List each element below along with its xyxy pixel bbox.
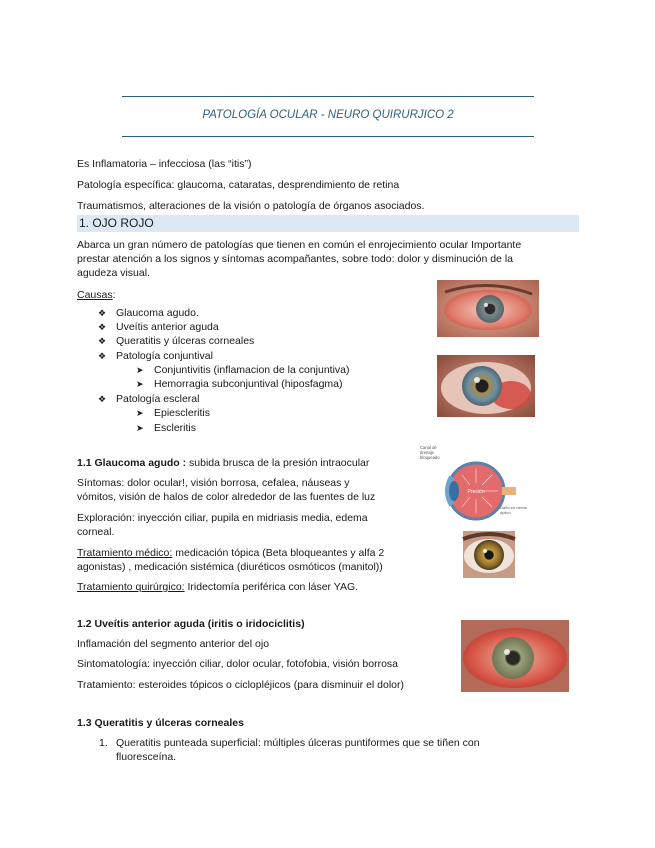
intro-line-2: Patología específica: glaucoma, cataratas, desprendimiento de retina <box>77 179 400 191</box>
causas-label: Causas: <box>77 289 116 301</box>
diamond-bullet-icon: ❖ <box>98 351 107 361</box>
diagram-label-presion: Presión <box>467 489 485 495</box>
keratitis-item-line-2: fluoresceína. <box>116 751 177 763</box>
cause-item: ❖ Queratitis y úlceras corneales <box>98 335 255 347</box>
cause-item: ❖ Uveítis anterior aguda <box>98 321 219 333</box>
subcause-item: ➤ Hemorragia subconjuntival (hiposfagma) <box>136 378 343 390</box>
glaucoma-exploration-line-2: corneal. <box>77 526 115 538</box>
uveitis-line-1: Inflamación del segmento anterior del ojo <box>77 638 270 650</box>
diamond-bullet-icon: ❖ <box>98 322 107 332</box>
subcause-item: ➤ Epiescleritis <box>136 407 211 419</box>
title-rule-top <box>122 96 534 97</box>
cause-item: ❖ Patología conjuntival <box>98 350 213 362</box>
subcause-item: ➤ Conjuntivitis (inflamacion de la conjuntiva) <box>136 364 350 376</box>
glaucoma-surgical-treatment: Tratamiento quirúrgico: Iridectomía periférica con láser YAG. <box>77 581 359 593</box>
page-title: PATOLOGÍA OCULAR - NEURO QUIRURJICO 2 <box>202 109 454 121</box>
intro-line-3: Traumatismos, alteraciones de la visión o patología de órganos asociados. <box>77 200 425 212</box>
diamond-bullet-icon: ❖ <box>98 308 107 318</box>
diagram-label-nervio: Daño en nervio óptico <box>500 505 528 515</box>
arrow-bullet-icon: ➤ <box>136 379 144 389</box>
arrow-bullet-icon: ➤ <box>136 408 144 418</box>
glaucoma-symptoms-line-2: vómitos, visión de halos de color alrededor de las fuentes de luz <box>77 491 376 503</box>
glaucoma-symptoms-line-1: Síntomas: dolor ocular!, visión borrosa, cefalea, náuseas y <box>77 477 350 489</box>
arrow-bullet-icon: ➤ <box>136 365 144 375</box>
uveitis-line-3: Tratamiento: esteroides tópicos o ciclopléjicos (para disminuir el dolor) <box>77 679 405 691</box>
section-1-1-heading: 1.1 Glaucoma agudo : subida brusca de la presión intraocular <box>77 457 370 469</box>
scleritis-eye-photo <box>437 355 535 417</box>
glaucoma-eye-photo <box>463 531 515 578</box>
subcause-item: ➤ Escleritis <box>136 422 197 434</box>
section-1-2-heading: 1.2 Uveítis anterior aguda (iritis o iridociclitis) <box>77 618 305 630</box>
glaucoma-exploration-line-1: Exploración: inyección ciliar, pupila en midriasis media, edema <box>77 512 368 524</box>
section-1-paragraph-line-3: agudeza visual. <box>77 267 150 279</box>
glaucoma-diagram <box>418 443 528 525</box>
uveitis-eye-photo <box>461 620 569 692</box>
glaucoma-medical-treatment-line-2: agonistas) , medicación sistémica (diuréticos osmóticos (manitol)) <box>77 561 383 573</box>
cause-item: ❖ Patología escleral <box>98 393 200 405</box>
section-1-paragraph-line-2: prestar atención a los signos y síntomas acompañantes, sobre todo: dolor y disminución de la <box>77 253 513 265</box>
cause-item: ❖ Glaucoma agudo. <box>98 307 199 319</box>
section-1-paragraph-line-1: Abarca un gran número de patologías que tienen en común el enrojecimiento ocular Importante <box>77 239 522 251</box>
list-number: 1. <box>99 737 108 749</box>
diamond-bullet-icon: ❖ <box>98 394 107 404</box>
arrow-bullet-icon: ➤ <box>136 423 144 433</box>
uveitis-line-2: Sintomatología: inyección ciliar, dolor ocular, fotofobia, visión borrosa <box>77 658 399 670</box>
title-rule-bottom <box>122 136 534 137</box>
diagram-label-canal: Canal de drenaje bloqueado <box>420 445 440 460</box>
red-eye-photo <box>437 280 539 337</box>
glaucoma-medical-treatment-line-1: Tratamiento médico: medicación tópica (Beta bloqueantes y alfa 2 <box>77 547 385 559</box>
intro-line-1: Es Inflamatoria – infecciosa (las “itis”) <box>77 158 252 170</box>
section-1-3-heading: 1.3 Queratitis y úlceras corneales <box>77 717 244 729</box>
keratitis-item-line-1: Queratitis punteada superficial: múltiples úlceras puntiformes que se tiñen con <box>116 737 480 749</box>
diamond-bullet-icon: ❖ <box>98 336 107 346</box>
section-1-heading: 1. OJO ROJO <box>79 216 154 230</box>
